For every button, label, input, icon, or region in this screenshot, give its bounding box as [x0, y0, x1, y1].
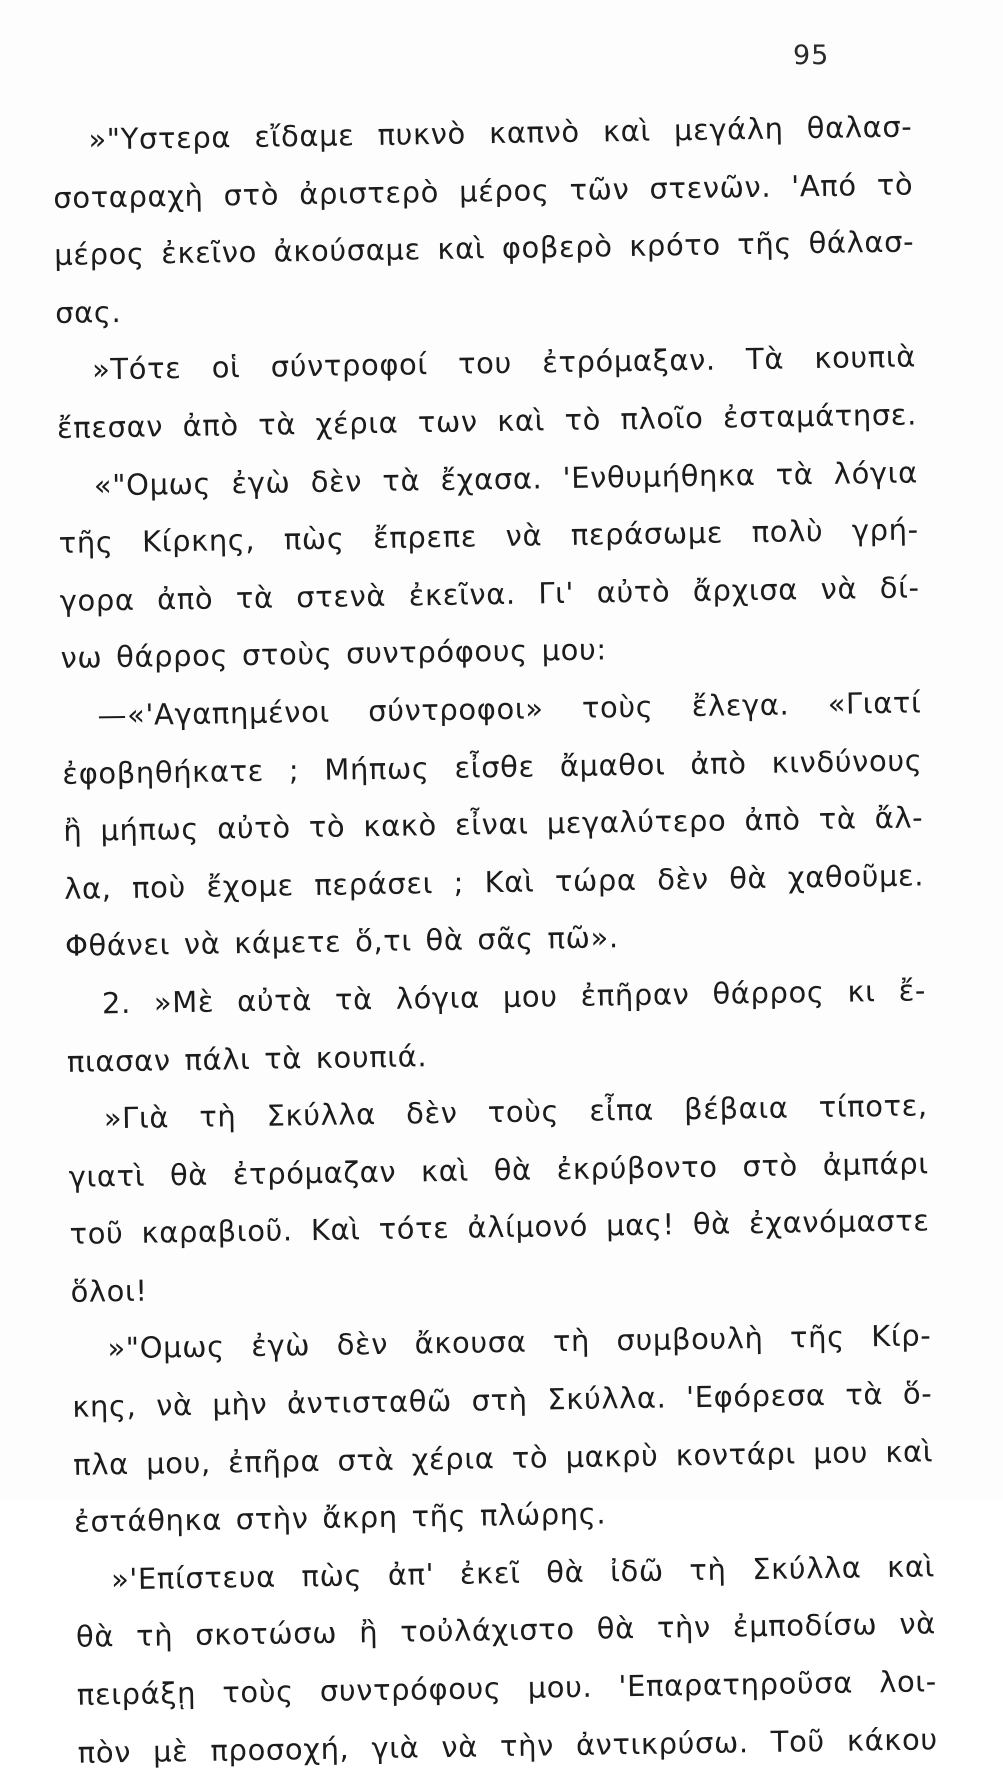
- text-line: ἐστάθηκα στὴν ἄκρη τῆς πλώρης.: [73, 1496, 607, 1540]
- text-line: γιατὶ θὰ ἐτρόμαζαν καὶ θὰ ἐκρύβοντο στὸ ἀμπάρι: [68, 1146, 929, 1194]
- text-line: πὸν μὲ προσοχή, γιὰ νὰ τὴν ἀντικρύσω. Τοῦ κάκου: [77, 1721, 938, 1770]
- text-line: θὰ τὴ σκοτώσω ἢ τοὐλάχιστο θὰ τὴν ἐμποδίσω νὰ: [75, 1606, 937, 1655]
- text-line: «"Ομως ἐγὼ δὲν τὰ ἔχασα. 'Ενθυμήθηκα τὰ λόγια: [93, 455, 919, 502]
- text-line: »'Επίστευα πὼς ἀπ' ἐκεῖ θὰ ἰδῶ τὴ Σκύλλα καὶ: [110, 1549, 936, 1597]
- text-line: νω θάρρος στοὺς συντρόφους μου:: [60, 632, 607, 676]
- text-line: Φθάνει νὰ κάμετε ὅ,τι θὰ σᾶς πῶ».: [64, 920, 619, 964]
- text-line: 2. »Μὲ αὐτὰ τὰ λόγια μου ἐπῆραν θάρρος κι ἔ-: [101, 973, 927, 1021]
- text-line: —«'Αγαπημένοι σύντροφοι» τοὺς ἔλεγα. «Γιατί: [97, 685, 922, 733]
- text-line: ἢ μήπως αὐτὸ τὸ κακὸ εἶναι μεγαλύτερο ἀπὸ τὰ ἄλ-: [63, 800, 924, 849]
- text-line: »Γιὰ τὴ Σκύλλα δὲν τοὺς εἶπα βέβαια τίποτε,: [103, 1088, 928, 1136]
- page-number: 95: [793, 40, 830, 71]
- text-line: τοῦ καραβιοῦ. Καὶ τότε ἀλίμονό μας! θὰ ἐχανόμαστε: [69, 1203, 930, 1252]
- text-line: μέρος ἐκεῖνο ἀκούσαμε καὶ φοβερὸ κρότο τῆς θάλασ-: [53, 224, 915, 273]
- text-line: »"Υστερα εἴδαμε πυκνὸ καπνὸ καὶ μεγάλη θαλασ-: [88, 109, 913, 157]
- text-line: γορα ἀπὸ τὰ στενὰ ἐκεῖνα. Γι' αὐτὸ ἄρχισα νὰ δί-: [59, 570, 920, 618]
- text-line: »Τότε οἱ σύντροφοί του ἐτρόμαξαν. Τὰ κουπιὰ: [91, 339, 917, 387]
- text-line: »"Ομως ἐγὼ δὲν ἄκουσα τὴ συμβουλὴ τῆς Κίρ-: [107, 1318, 932, 1366]
- text-line: πλα μου, ἐπῆρα στὰ χέρια τὸ μακρὺ κοντάρι μου καὶ: [72, 1433, 934, 1482]
- text-line: σοταραχὴ στὸ ἀριστερὸ μέρος τῶν στενῶν. 'Από τὸ: [53, 167, 914, 215]
- text-line: ἐφοβηθήκατε ; Μήπως εἶσθε ἄμαθοι ἀπὸ κινδύνους: [62, 742, 923, 791]
- body-text: [52, 98, 938, 1782]
- text-line: πειράξῃ τοὺς συντρόφους μου. 'Επαρατηροῦσα λοι-: [76, 1664, 938, 1712]
- text-line: ἔπεσαν ἀπὸ τὰ χέρια των καὶ τὸ πλοῖο ἐσταμάτησε.: [56, 397, 918, 445]
- text-line: πιασαν πάλι τὰ κουπιά.: [66, 1038, 428, 1079]
- text-line: σας.: [54, 294, 122, 330]
- text-line: λα, ποὺ ἔχομε περάσει ; Καὶ τώρα δὲν θὰ χαθοῦμε.: [63, 858, 925, 906]
- text-line: τῆς Κίρκης, πὼς ἔπρεπε νὰ περάσωμε πολὺ γρή-: [58, 512, 919, 561]
- text-line: ὅλοι!: [70, 1273, 148, 1309]
- text-line: κης, νὰ μὴν ἀντισταθῶ στὴ Σκύλλα. 'Εφόρεσα τὰ ὅ-: [72, 1376, 933, 1424]
